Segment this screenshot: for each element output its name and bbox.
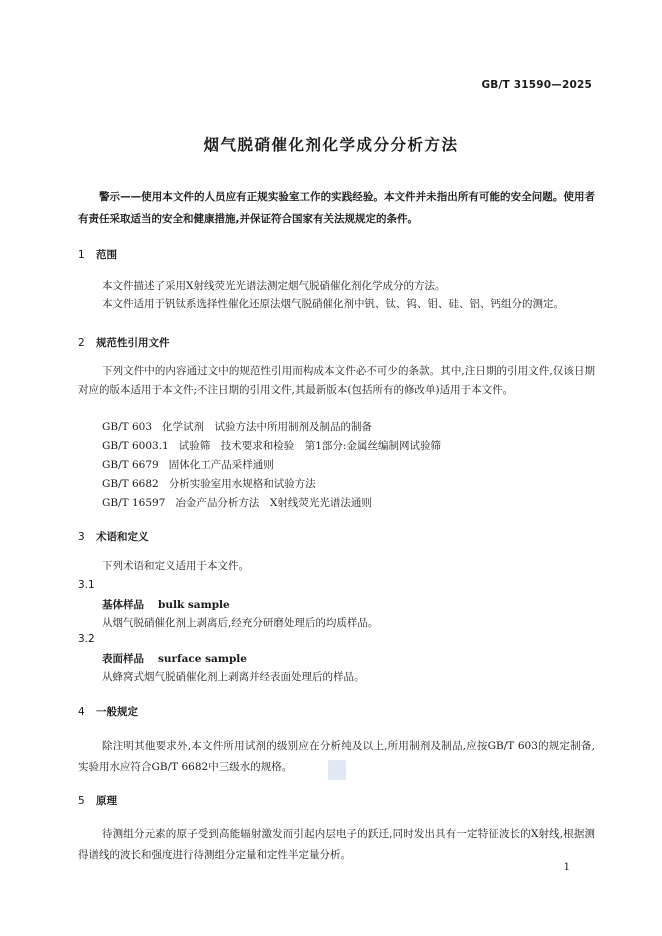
paragraph: 待测组分元素的原子受到高能辐射激发而引起内层电子的跃迁,同时发出具有一定特征波长的X射线,根据测得谱线的波长和强度进行待测组分定量和定性半定量分析。 (78, 828, 595, 861)
term-name (102, 651, 247, 666)
reference-title: 固体化工产品采样通则 (168, 459, 274, 471)
section-1-heading (78, 247, 117, 262)
section-title: 原理 (96, 795, 117, 807)
term-definition: 从烟气脱硝催化剂上剥离后,经充分研磨处理后的均质样品。 (102, 617, 379, 629)
reference-item (102, 437, 441, 455)
term-number: 3.2 (78, 633, 95, 645)
section-number: 5 (78, 795, 85, 807)
reference-item (102, 475, 316, 493)
reference-item (102, 418, 372, 436)
reference-item (102, 494, 372, 512)
section-title: 一般规定 (96, 706, 138, 718)
section-4-heading (78, 704, 138, 719)
section-number: 4 (78, 706, 85, 718)
paragraph: 下列文件中的内容通过文中的规范性引用而构成本文件必不可少的条款。其中,注日期的引用文件,仅该日期对应的版本适用于本文件;不注日期的引用文件,其最新版本(包括所有的修改单)适用于本文件。 (78, 365, 595, 396)
reference-code: GB/T 6003.1 (102, 440, 169, 452)
page-number: 1 (563, 862, 570, 873)
term-name-zh: 基体样品 (102, 599, 144, 611)
reference-code: GB/T 16597 (102, 497, 166, 509)
term-name-en: surface sample (158, 653, 247, 665)
section-2-heading (78, 335, 170, 350)
section-3-heading (78, 529, 149, 544)
reference-title: 试验筛 技术要求和检验 第1部分:金属丝编制网试验筛 (178, 440, 441, 452)
reference-title: 分析实验室用水规格和试验方法 (168, 478, 316, 490)
section-5-heading (78, 793, 117, 808)
section-title: 术语和定义 (96, 531, 149, 543)
reference-item (102, 456, 274, 474)
term-name-en: bulk sample (158, 599, 230, 611)
term-number: 3.1 (78, 579, 95, 591)
watermark-mark (328, 760, 346, 780)
reference-title: 冶金产品分析方法 X射线荧光光谱法通则 (175, 497, 372, 509)
standard-code: GB/T 31590—2025 (481, 79, 592, 91)
paragraph: 下列术语和定义适用于本文件。 (102, 560, 249, 572)
reference-code: GB/T 6679 (102, 459, 159, 471)
document-title: 烟气脱硝催化剂化学成分分析方法 (203, 136, 459, 154)
term-definition: 从蜂窝式烟气脱硝催化剂上剥离并经表面处理后的样品。 (102, 671, 365, 683)
safety-warning: 警示——使用本文件的人员应有正规实验室工作的实践经验。本文件并未指出所有可能的安全问题。使用者有责任采取适当的安全和健康措施,并保证符合国家有关法规规定的条件。 (78, 191, 595, 225)
paragraph: 本文件描述了采用X射线荧光光谱法测定烟气脱硝催化剂化学成分的方法。 (102, 280, 446, 292)
section-number: 1 (78, 249, 85, 261)
reference-code: GB/T 603 (102, 421, 153, 433)
reference-title: 化学试剂 试验方法中所用制剂及制品的制备 (162, 421, 373, 433)
section-number: 2 (78, 337, 85, 349)
section-number: 3 (78, 531, 85, 543)
reference-code: GB/T 6682 (102, 478, 159, 490)
term-name-zh: 表面样品 (102, 653, 144, 665)
section-title: 规范性引用文件 (96, 337, 170, 349)
section-title: 范围 (96, 249, 117, 261)
term-name (102, 597, 230, 612)
paragraph: 本文件适用于钒钛系选择性催化还原法烟气脱硝催化剂中钒、钛、钨、钼、硅、铝、钙组分的测定。 (102, 298, 564, 310)
paragraph: 除注明其他要求外,本文件所用试剂的级别应在分析纯及以上,所用制剂及制品,应按GB/T 603的规定制备,实验用水应符合GB/T 6682中三级水的规格。 (78, 740, 595, 773)
